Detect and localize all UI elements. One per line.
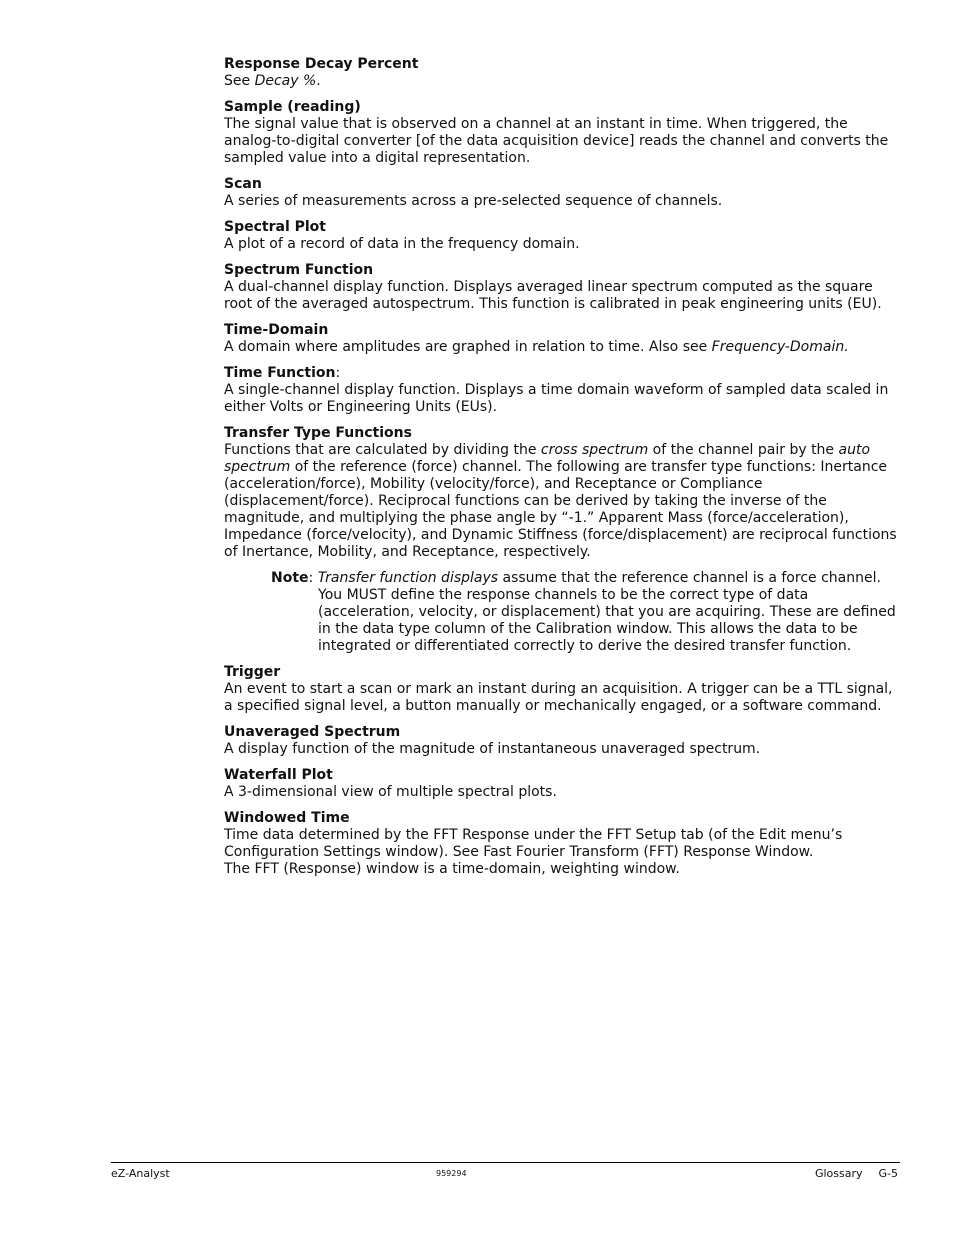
glossary-definition: Time data determined by the FFT Response under the FFT Setup tab (of the Edit menu’s Configuration Settings window). See Fast Fourier Transform (FFT) Response Window. The FFT (Response) window is a time-domain, weighting window. xyxy=(224,827,843,877)
glossary-term: Unaveraged Spectrum xyxy=(224,724,401,740)
footer-page-number: G-5 xyxy=(878,1167,898,1180)
glossary-definition: A display function of the magnitude of instantaneous unaveraged spectrum. xyxy=(224,741,761,757)
glossary-entry-waterfall-plot xyxy=(224,767,904,801)
footer-document-number: 959294 xyxy=(436,1169,467,1178)
footer-product-name: eZ-Analyst xyxy=(111,1167,170,1180)
glossary-entry-response-decay-percent xyxy=(224,56,904,90)
glossary-term: Sample (reading) xyxy=(224,99,361,115)
page-footer xyxy=(111,1162,900,1180)
glossary-definition: A single-channel display function. Displays a time domain waveform of sampled data scaled in either Volts or Engineering Units (EUs). xyxy=(224,382,889,415)
glossary-entry-spectrum-function xyxy=(224,262,904,313)
glossary-entry-trigger xyxy=(224,664,904,715)
glossary-term: Time Function: xyxy=(224,365,341,381)
glossary-entry-sample-reading xyxy=(224,99,904,167)
glossary-term: Spectrum Function xyxy=(224,262,374,278)
glossary-term: Scan xyxy=(224,176,262,192)
glossary-entry-time-domain xyxy=(224,322,904,356)
glossary-entry-scan xyxy=(224,176,904,210)
glossary-term: Trigger xyxy=(224,664,281,680)
glossary-definition: A domain where amplitudes are graphed in relation to time. Also see Frequency-Domain. xyxy=(224,339,849,355)
note-label: Note xyxy=(271,570,309,586)
glossary-definition: A series of measurements across a pre-selected sequence of channels. xyxy=(224,193,723,209)
glossary-entry-windowed-time xyxy=(224,810,904,878)
glossary-definition: A dual-channel display function. Displays averaged linear spectrum computed as the square root of the averaged autospectrum. This function is calibrated in peak engineering units (EU). xyxy=(224,279,882,312)
glossary-definition: An event to start a scan or mark an instant during an acquisition. A trigger can be a TTL signal, a specified signal level, a button manually or mechanically engaged, or a software command. xyxy=(224,681,893,714)
glossary-term: Spectral Plot xyxy=(224,219,326,235)
glossary-term: Response Decay Percent xyxy=(224,56,419,72)
glossary-definition: A plot of a record of data in the frequency domain. xyxy=(224,236,580,252)
glossary-entry-spectral-plot xyxy=(224,219,904,253)
note-block: Note: Transfer function displays assume that the reference channel is a force channel. You MUST define the response channels to be the correct type of data (acceleration, velocity, or displacement) that you are acquiring. These are defined in the data type column of the Calibration window. This allows the data to be integrated or differentiated correctly to derive the desired transfer function. xyxy=(271,570,896,654)
glossary-entry-transfer-type-functions xyxy=(224,425,904,561)
glossary-content xyxy=(224,56,904,887)
glossary-term: Waterfall Plot xyxy=(224,767,333,783)
footer-section: Glossary xyxy=(814,1167,863,1180)
glossary-term: Time-Domain xyxy=(224,322,329,338)
glossary-definition: Functions that are calculated by dividing the cross spectrum of the channel pair by the auto spectrum of the reference (force) channel. The following are transfer type functions: Inertance (acceleration/force), Mobility (velocity/force), and Receptance or Compliance (displacement/force). Reciprocal functions can be derived by taking the inverse of the magnitude, and multiplying the phase angle by “-1.” Apparent Mass (force/acceleration), Impedance (force/velocity), and Dynamic Stiffness (force/displacement) are reciprocal functions of Inertance, Mobility, and Receptance, respectively. xyxy=(224,442,897,560)
footer-page-info xyxy=(815,1167,898,1180)
glossary-definition: See Decay %. xyxy=(224,73,321,89)
glossary-term: Windowed Time xyxy=(224,810,350,826)
glossary-term: Transfer Type Functions xyxy=(224,425,412,441)
glossary-entry-unaveraged-spectrum xyxy=(224,724,904,758)
glossary-definition: A 3-dimensional view of multiple spectral plots. xyxy=(224,784,557,800)
glossary-definition: The signal value that is observed on a channel at an instant in time. When triggered, the analog-to-digital converter [of the data acquisition device] reads the channel and converts the sampled value into a digital representation. xyxy=(224,116,889,166)
glossary-entry-time-function xyxy=(224,365,904,416)
